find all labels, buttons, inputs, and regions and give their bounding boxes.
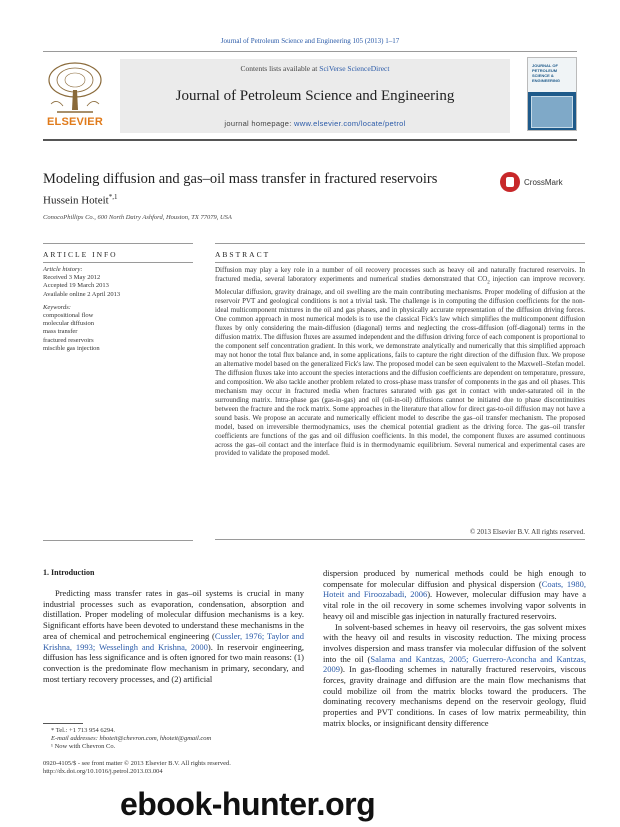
intro-text: dispersion produced by numerical methods could be high enough to compensate for molecular diffusion and physical dispersion ( — [323, 568, 586, 589]
author-line — [43, 193, 117, 207]
journal-masthead — [120, 59, 510, 133]
article-info-rule-end — [43, 540, 193, 541]
top-rule — [43, 51, 577, 52]
doi-link[interactable]: http://dx.doi.org/10.1016/j.petrol.2013.03.004 — [43, 767, 163, 775]
publisher-name: ELSEVIER — [46, 116, 103, 128]
intro-paragraph-1-cont — [323, 568, 586, 622]
intro-right-column — [323, 568, 586, 729]
journal-cover-thumbnail[interactable] — [527, 57, 577, 131]
footnotes — [43, 727, 304, 750]
crossmark-icon — [500, 172, 520, 192]
article-info-heading: ARTICLE INFO — [43, 250, 118, 259]
cover-title: JOURNAL OF PETROLEUM SCIENCE & ENGINEERING — [532, 63, 561, 83]
watermark-text: ebook-hunter.org — [120, 786, 376, 822]
keyword: miscible gas injection — [43, 344, 100, 352]
keyword: molecular diffusion — [43, 320, 94, 328]
author-name[interactable]: Hussein Hoteit — [43, 194, 109, 207]
footnote-rule — [43, 723, 83, 724]
intro-heading: 1. Introduction — [43, 568, 95, 577]
journal-title[interactable]: Journal of Petroleum Science and Engineering — [175, 88, 455, 104]
abstract-text — [215, 266, 585, 458]
citation-link[interactable]: Coats, 1980, Hoteit and Firoozabadi, 2006 — [323, 578, 586, 600]
homepage-link[interactable]: www.elsevier.com/locate/petrol — [294, 119, 406, 128]
cover-band — [528, 58, 576, 92]
intro-text: Predicting mass transfer rates in gas–oil systems is crucial in many industrial processes such as evaporation, condensation, absorption and distillation. Proper modeling of molecular diffusion mechanisms is a key. Significant efforts have been devoted to understand these mechanisms in the area of chemical and petrochemical engineering ( — [43, 588, 304, 641]
sciencedirect-link[interactable]: SciVerse ScienceDirect — [319, 64, 390, 73]
footnote-now-text: Now with Chevron Co. — [54, 742, 116, 750]
article-info-rule-bottom — [43, 262, 193, 263]
elsevier-tree-icon — [43, 60, 107, 116]
running-head[interactable]: Journal of Petroleum Science and Engineering 105 (2013) 1–17 — [220, 37, 400, 45]
article-info — [43, 266, 193, 353]
cover-image — [531, 96, 573, 128]
keywords-label: Keywords: — [43, 303, 71, 311]
homepage-line — [120, 119, 510, 128]
intro-left-column — [43, 588, 304, 684]
affiliation: ConocoPhillips Co., 600 North Dairy Ashford, Houston, TX 77079, USA — [43, 214, 232, 221]
intro-paragraph-2 — [323, 622, 586, 729]
intro-paragraph-1 — [43, 588, 304, 684]
article-title: Modeling diffusion and gas–oil mass transfer in fractured reservoirs — [43, 171, 438, 187]
contents-prefix: Contents lists available at — [240, 64, 320, 73]
crossmark-label: CrossMark — [524, 178, 563, 187]
accepted-date: Accepted 19 March 2013 — [43, 282, 109, 290]
homepage-prefix: journal homepage: — [224, 119, 295, 128]
abstract-rule-end — [215, 539, 585, 540]
footnote-email[interactable]: E-mail addresses: hhoteit@chevron.com, hhoteit@gmail.com — [51, 734, 212, 742]
abstract-rule-top — [215, 243, 585, 244]
copyright: © 2013 Elsevier B.V. All rights reserved. — [469, 528, 585, 536]
contents-line — [120, 64, 510, 73]
footnote-tel: * Tel.: +1 713 954 6294. — [51, 727, 115, 734]
history-label: Article history: — [43, 266, 83, 273]
intro-text: In solvent-based schemes in heavy oil reservoirs, the gas solvent mixes with the heavy oil and results in viscosity reduction. The mixing process involves dispersion and mass transfer via molecular diffusion of the solvent into the oil ( — [323, 621, 586, 664]
keyword: compositional flow — [43, 312, 94, 320]
abstract-text-a: Diffusion may play a key role in a number of oil recovery processes such as heavy oil and naturally fractured reservoirs. In fractured media, several laboratory experiments and numerical studies demonstrated that CO — [215, 266, 585, 283]
abstract-heading: ABSTRACT — [215, 250, 271, 259]
footnote-now: ¹ Now with Chevron Co. — [51, 742, 116, 750]
masthead-rule — [43, 139, 577, 141]
intro-text: ). In reservoir engineering, diffusion has less significance and is often ignored for two main reasons: (1) convection is the predominate flow mechanism in primary, secondary, and most tertiary recovery processes, and (2) artificial — [43, 641, 304, 684]
intro-text: ). In gas-flooding schemes in naturally fractured reservoirs, viscous forces, gravity drainage and diffusion are the main flow mechanisms that could mobilize oil from the matrix blocks toward the producers. The dominating recovery mechanisms depend on the reservoir geology, fluid properties and PVT conditions. In cases of low matrix permeability, thin matrix blocks, or insignificant density difference — [323, 664, 586, 728]
footnote-tel-text: Tel.: +1 713 954 6294. — [55, 727, 115, 734]
keyword: mass transfer — [43, 328, 78, 336]
available-date: Available online 2 April 2013 — [43, 290, 121, 298]
keyword: fractured reservoirs — [43, 336, 94, 344]
received-date: Received 3 May 2012 — [43, 274, 101, 282]
citation-link[interactable]: Cussler, 1976; Taylor and Krishna, 1993; Wesselingh and Krishna, 2000 — [43, 630, 304, 652]
co2-subscript: 2 — [487, 280, 490, 286]
abstract-text-b: injection can improve recovery. Molecular diffusion, gravity drainage, and oil swelling are the main contributing mechanisms. Proper modeling of diffusion at the reservoir PVT and geological conditions is not a trivial task. The challenge is in computing the diffusion coefficients for the non-ideal multicomponent mixtures in the oil and gas phases, and in physically accurate representation of the diffusion driving forces. One common approach in most numerical models is to use the classical Fick's law which simplifies the multicomponent diffusion fluxes by only considering the main-diffusion (diagonal) terms and neglecting the cross-diffusion (off-diagonal) terms in the diffusion matrix. The diffusion fluxes are assumed independent and the diffusion driving force of each component is proportional to the component self concentration gradient. In this work, we demonstrate analytically and numerically that this simplified approach may not honor the total flux balance and, in some applications, fails to capture the right direction of the diffusion flux. We propose an alternative model based on the generalized Fick's law. The proposed model can be seen equivalent to the Maxwell–Stefan model. The diffusion fluxes take into account the species interactions and the diffusion coefficients are dependent on temperature, pressure, and composition. We also tackle another problem related to cross-phase mass transfer of components in the gas and oil phases. This mechanism may occur in fractured media when fractures saturated with gas get in contact with under-saturated oil in the surrounding matrix. Intra-phase gas (gas-in-gas) and oil (oil-in-oil) diffusions cannot be initiated due to phase discontinuities between the fracture and the rock matrix. Some approaches in the literature that allow for direct gas-to-oil diffusion may not have a sound basis. We propose an accurate and numerically efficient model to describe the gas–oil transfer mechanism. The proposed model, based on irreversible thermodynamics, uses the chemical potential gradient as the driving force. The gas–oil transfer coefficients are functions of the gas and oil diffusion coefficients. In this model, the component fluxes are assumed continuous across the gas–oil contact and the interface fluid is in thermodynamic equilibrium. Several numerical and experimental cases are provided to validate the proposed model. — [215, 274, 585, 458]
crossmark-button[interactable] — [500, 172, 580, 194]
bottom-info — [43, 760, 304, 776]
article-info-rule-top — [43, 243, 193, 244]
intro-text: ). However, molecular diffusion may have a vital role in the oil recovery in some schemes involving vapor solvents in heavy oil and miscible gas injection in naturally fractured reservoirs. — [323, 589, 586, 621]
abstract-rule-bottom — [215, 262, 585, 263]
citation-link[interactable]: Salama and Kantzas, 2005; Guerrero-Aconcha and Kantzas, 2009 — [323, 653, 586, 675]
issn-line: 0920-4105/$ - see front matter © 2013 Elsevier B.V. All rights reserved. — [43, 760, 231, 767]
publisher-logo[interactable] — [43, 60, 107, 132]
author-marks[interactable]: *,1 — [108, 193, 118, 201]
